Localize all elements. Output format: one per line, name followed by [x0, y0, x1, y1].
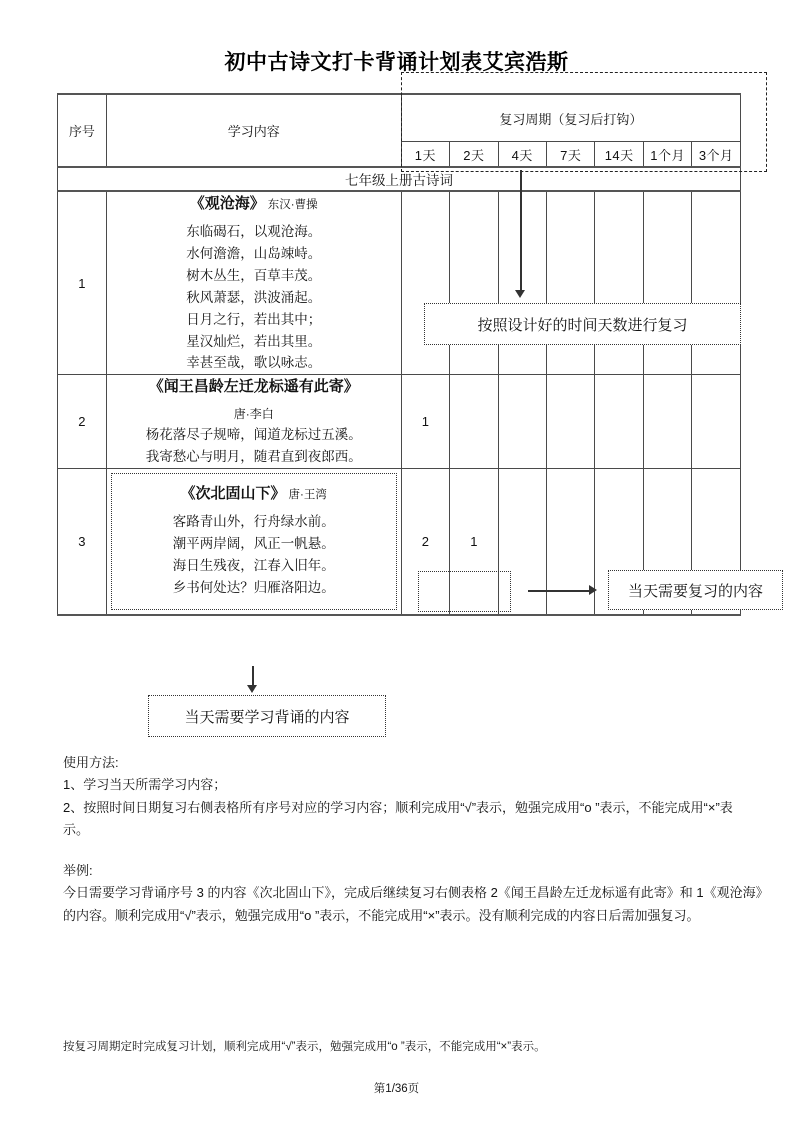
note-today-study [148, 695, 386, 737]
day-col-2: 2天 [450, 142, 498, 168]
usage-heading: 使用方法: [63, 755, 119, 770]
note-review-schedule [424, 303, 741, 345]
note-review-schedule-label: 按照设计好的时间天数进行复习 [477, 316, 688, 334]
example-body: 今日需要学习背诵序号 3 的内容《次北固山下》，完成后继续复习右侧表格 2《闻王昌龄左迁龙标遥有此寄》和 1《观沧海》的内容。顺利完成用“√”表示，勉强完成用“о ”表示，不能完成用“×”表示。没有顺利完成的内容日后需加强复习。 [63, 885, 763, 923]
note-today-review [608, 570, 783, 610]
note-today-study-label: 当天需要学习背诵的内容 [184, 708, 350, 726]
poem-author: 唐·王湾 [288, 488, 327, 501]
check-cell[interactable] [450, 375, 498, 469]
page-number: 第1/36页 [373, 1083, 420, 1095]
day-col-1: 1天 [401, 142, 449, 168]
poem-line: 海日生残夜，江春入旧年。 [172, 557, 335, 573]
day-col-7: 3个月 [692, 142, 741, 168]
check-cell[interactable] [547, 468, 595, 614]
check-cell[interactable] [450, 191, 498, 375]
section-row-label: 七年级上册古诗词 [58, 167, 741, 191]
today-study-arrow-head [247, 685, 257, 693]
check-cell[interactable] [547, 191, 595, 375]
poem-line: 潮平两岸阔，风正一帆悬。 [172, 535, 335, 551]
example-section [63, 860, 763, 927]
poem-line: 秋风萧瑟，洪波涌起。 [186, 289, 322, 305]
header-content: 学习内容 [106, 94, 401, 167]
check-cell[interactable] [643, 375, 691, 469]
check-cell[interactable] [595, 375, 643, 469]
table-row [58, 191, 741, 375]
poem-title-text: 《次北固山下》 [180, 484, 286, 502]
study-plan-table [57, 93, 741, 616]
poem-lines [107, 221, 401, 374]
row-no: 3 [58, 468, 107, 614]
table-header-row [58, 94, 741, 142]
usage-item-2: 2、按照时间日期复习右侧表格所有序号对应的学习内容；顺利完成用“√”表示，勉强完成用“о ”表示，不能完成用“×”表示。 [63, 799, 733, 838]
poem-line: 我寄愁心与明月，随君直到夜郎西。 [145, 448, 362, 464]
page-title: 初中古诗文打卡背诵计划表艾宾浩斯 [224, 51, 569, 74]
poem-title-text: 《观沧海》 [189, 195, 265, 212]
poem-line: 乡书何处达？归雁洛阳边。 [172, 579, 335, 595]
row-no: 2 [58, 375, 107, 469]
check-cell[interactable] [692, 375, 741, 469]
poem-line: 树木丛生，百草丰茂。 [186, 267, 322, 283]
poem-title-text: 《闻王昌龄左迁龙标遥有此寄》 [148, 378, 359, 396]
check-cell[interactable]: 1 [450, 468, 498, 614]
poem-cell [106, 191, 401, 375]
poem-line: 杨花落尽子规啼，闻道龙标过五溪。 [145, 427, 362, 443]
poem-title [107, 192, 401, 215]
poem-line: 客路青山外，行舟绿水前。 [172, 514, 335, 530]
day-col-5: 14天 [595, 142, 643, 168]
day-col-3: 4天 [498, 142, 546, 168]
poem-line: 日月之行，若出其中； [186, 311, 322, 327]
table-row [58, 375, 741, 469]
poem-cell [106, 375, 401, 469]
footer-note: 按复习周期定时完成复习计划，顺利完成用“√”表示，勉强完成用“о ”表示，不能完成用“×”表示。 [63, 1041, 546, 1053]
check-cell[interactable] [401, 191, 449, 375]
check-cell[interactable] [498, 191, 546, 375]
check-cell[interactable] [643, 191, 691, 375]
poem-highlight-box [111, 473, 397, 610]
poem-lines [118, 511, 390, 598]
poem-line: 星汉灿烂，若出其里。 [186, 333, 322, 349]
poem-title [107, 375, 401, 398]
poem-cell [106, 468, 401, 614]
poem-author: 东汉·曹操 [267, 199, 318, 211]
check-cell[interactable] [498, 375, 546, 469]
check-cell[interactable] [498, 468, 546, 614]
usage-item-1: 1、学习当天所需学习内容； [63, 777, 227, 793]
poem-title [118, 482, 390, 505]
header-review-cycle: 复习周期（复习后打钩） [401, 94, 740, 142]
today-review-arrow-line [528, 590, 590, 592]
poem-line: 幸甚至哉，歌以咏志。 [186, 355, 322, 371]
check-cell[interactable]: 2 [401, 468, 449, 614]
poem-author: 唐·李白 [233, 406, 274, 421]
check-cell[interactable] [692, 191, 741, 375]
note-today-review-label: 当天需要复习的内容 [627, 582, 763, 600]
today-review-arrow-head [589, 585, 597, 595]
callout-arrow-head-down [515, 290, 525, 298]
poem-line: 水何澹澹，山岛竦峙。 [186, 246, 322, 262]
check-cell[interactable] [595, 191, 643, 375]
poem-line: 东临碣石，以观沧海。 [186, 224, 322, 240]
day-col-4: 7天 [547, 142, 595, 168]
callout-arrow-line-vertical [520, 170, 522, 295]
example-heading: 举例: [63, 863, 93, 878]
day-col-6: 1个月 [643, 142, 691, 168]
check-cell[interactable]: 1 [401, 375, 449, 469]
header-no: 序号 [58, 94, 107, 167]
row-no: 1 [58, 191, 107, 375]
check-cell[interactable] [547, 375, 595, 469]
section-row-grade7 [58, 167, 741, 191]
usage-section [63, 752, 753, 841]
poem-lines [107, 424, 401, 468]
